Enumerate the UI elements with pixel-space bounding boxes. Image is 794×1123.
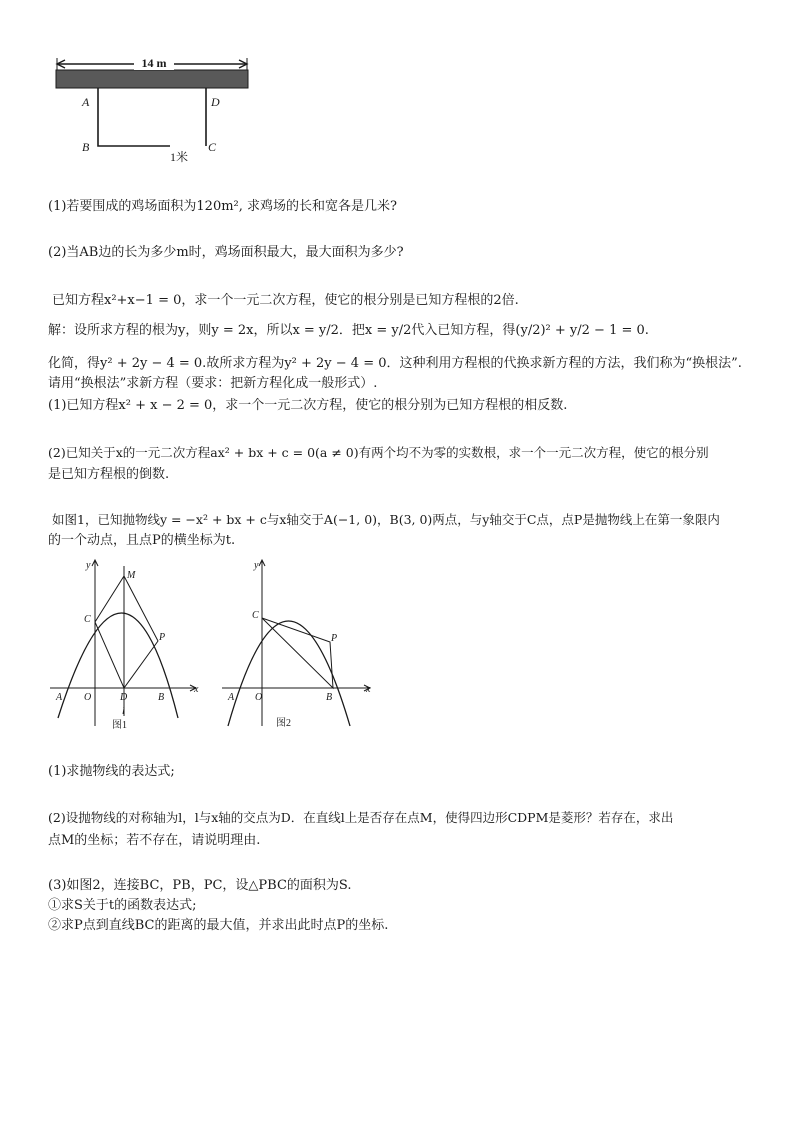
problem2-intro: 已知方程x²+x−1 = 0，求一个一元二次方程，使它的根分别是已知方程根的2倍. [52,293,519,308]
label-c: C [208,140,217,154]
problem3-q3-sub2: ②求P点到直线BC的距离的最大值，并求出此时点P的坐标. [48,918,389,933]
segment-cp [95,622,158,641]
label-a: A [228,692,235,703]
problem3-q2-line1: (2)设抛物线的对称轴为l，l与x轴的交点为D．在直线l上是否存在点M，使得四边形CDPM是菱形？若存在，求出 [48,810,674,825]
label-d: D [120,692,128,703]
y-axis-label: y [254,560,259,571]
problem3-q3: (3)如图2，连接BC，PB，PC，设△PBC的面积为S. [48,878,352,893]
problem1-q2: (2)当AB边的长为多少m时，鸡场面积最大，最大面积为多少? [48,245,404,260]
width-label: 14 m [141,56,167,70]
label-c: C [252,610,259,621]
problem2-q1: (1)已知方程x² + x − 2 = 0，求一个一元二次方程，使它的根分别为已知方程根的相反数. [48,398,568,413]
quad-cdpm [95,576,158,688]
wall-bar [56,70,248,88]
label-b: B [82,140,90,154]
problem2-q2-line1: (2)已知关于x的一元二次方程ax² + bx + c = 0(a ≠ 0)有两个均不为零的实数根，求一个一元二次方程，使它的根分别 [48,445,709,460]
label-b: B [326,692,333,703]
x-axis-label: x [366,684,371,695]
label-a: A [56,692,63,703]
graph-figure-2 [220,556,380,736]
problem3-q2-line2: 点M的坐标；若不存在，请说明理由. [48,833,261,848]
label-o: O [84,692,92,703]
problem3-intro-line1: 如图1，已知抛物线y = −x² + bx + c与x轴交于A(−1, 0)，B(3, 0)两点，与y轴交于C点，点P是抛物线上在第一象限内 [52,512,720,527]
label-a: A [82,95,90,109]
problem3-intro-line2: 的一个动点，且点P的横坐标为t. [48,533,236,548]
problem2-q2-line2: 是已知方程根的倒数. [48,467,170,482]
graph-figure-1 [48,556,208,736]
gap-label: 1米 [170,150,189,164]
problem3-q3-sub1: ①求S关于t的函数表达式; [48,898,197,913]
problem2-solution1: 解：设所求方程的根为y，则y = 2x，所以x = y/2．把x = y/2代入已知方程，得(y/2)² + y/2 − 1 = 0. [48,323,649,338]
fence [98,88,170,146]
label-o: O [255,692,263,703]
x-axis-label: x [194,684,199,695]
y-axis-label: y [86,560,91,571]
problem1-q1: (1)若要围成的鸡场面积为120m², 求鸡场的长和宽各是几米? [48,199,398,214]
label-b: B [158,692,165,703]
label-p: P [331,633,338,644]
label-c: C [84,614,91,625]
caption-fig2: 图2 [276,718,291,729]
coop-diagram [48,52,258,170]
problem3-q1: (1)求抛物线的表达式; [48,764,175,779]
label-m: M [127,570,136,581]
problem2-solution2: 化简，得y² + 2y − 4 = 0.故所求方程为y² + 2y − 4 = 0．这种利用方程根的代换求新方程的方法，我们称为“换根法”. [48,356,742,371]
label-p: P [159,632,166,643]
caption-fig1: 图1 [112,720,127,731]
label-l: l [122,706,125,717]
label-d: D [211,95,220,109]
problem2-solution3: 请用“换根法”求新方程（要求：把新方程化成一般形式）. [48,376,378,391]
